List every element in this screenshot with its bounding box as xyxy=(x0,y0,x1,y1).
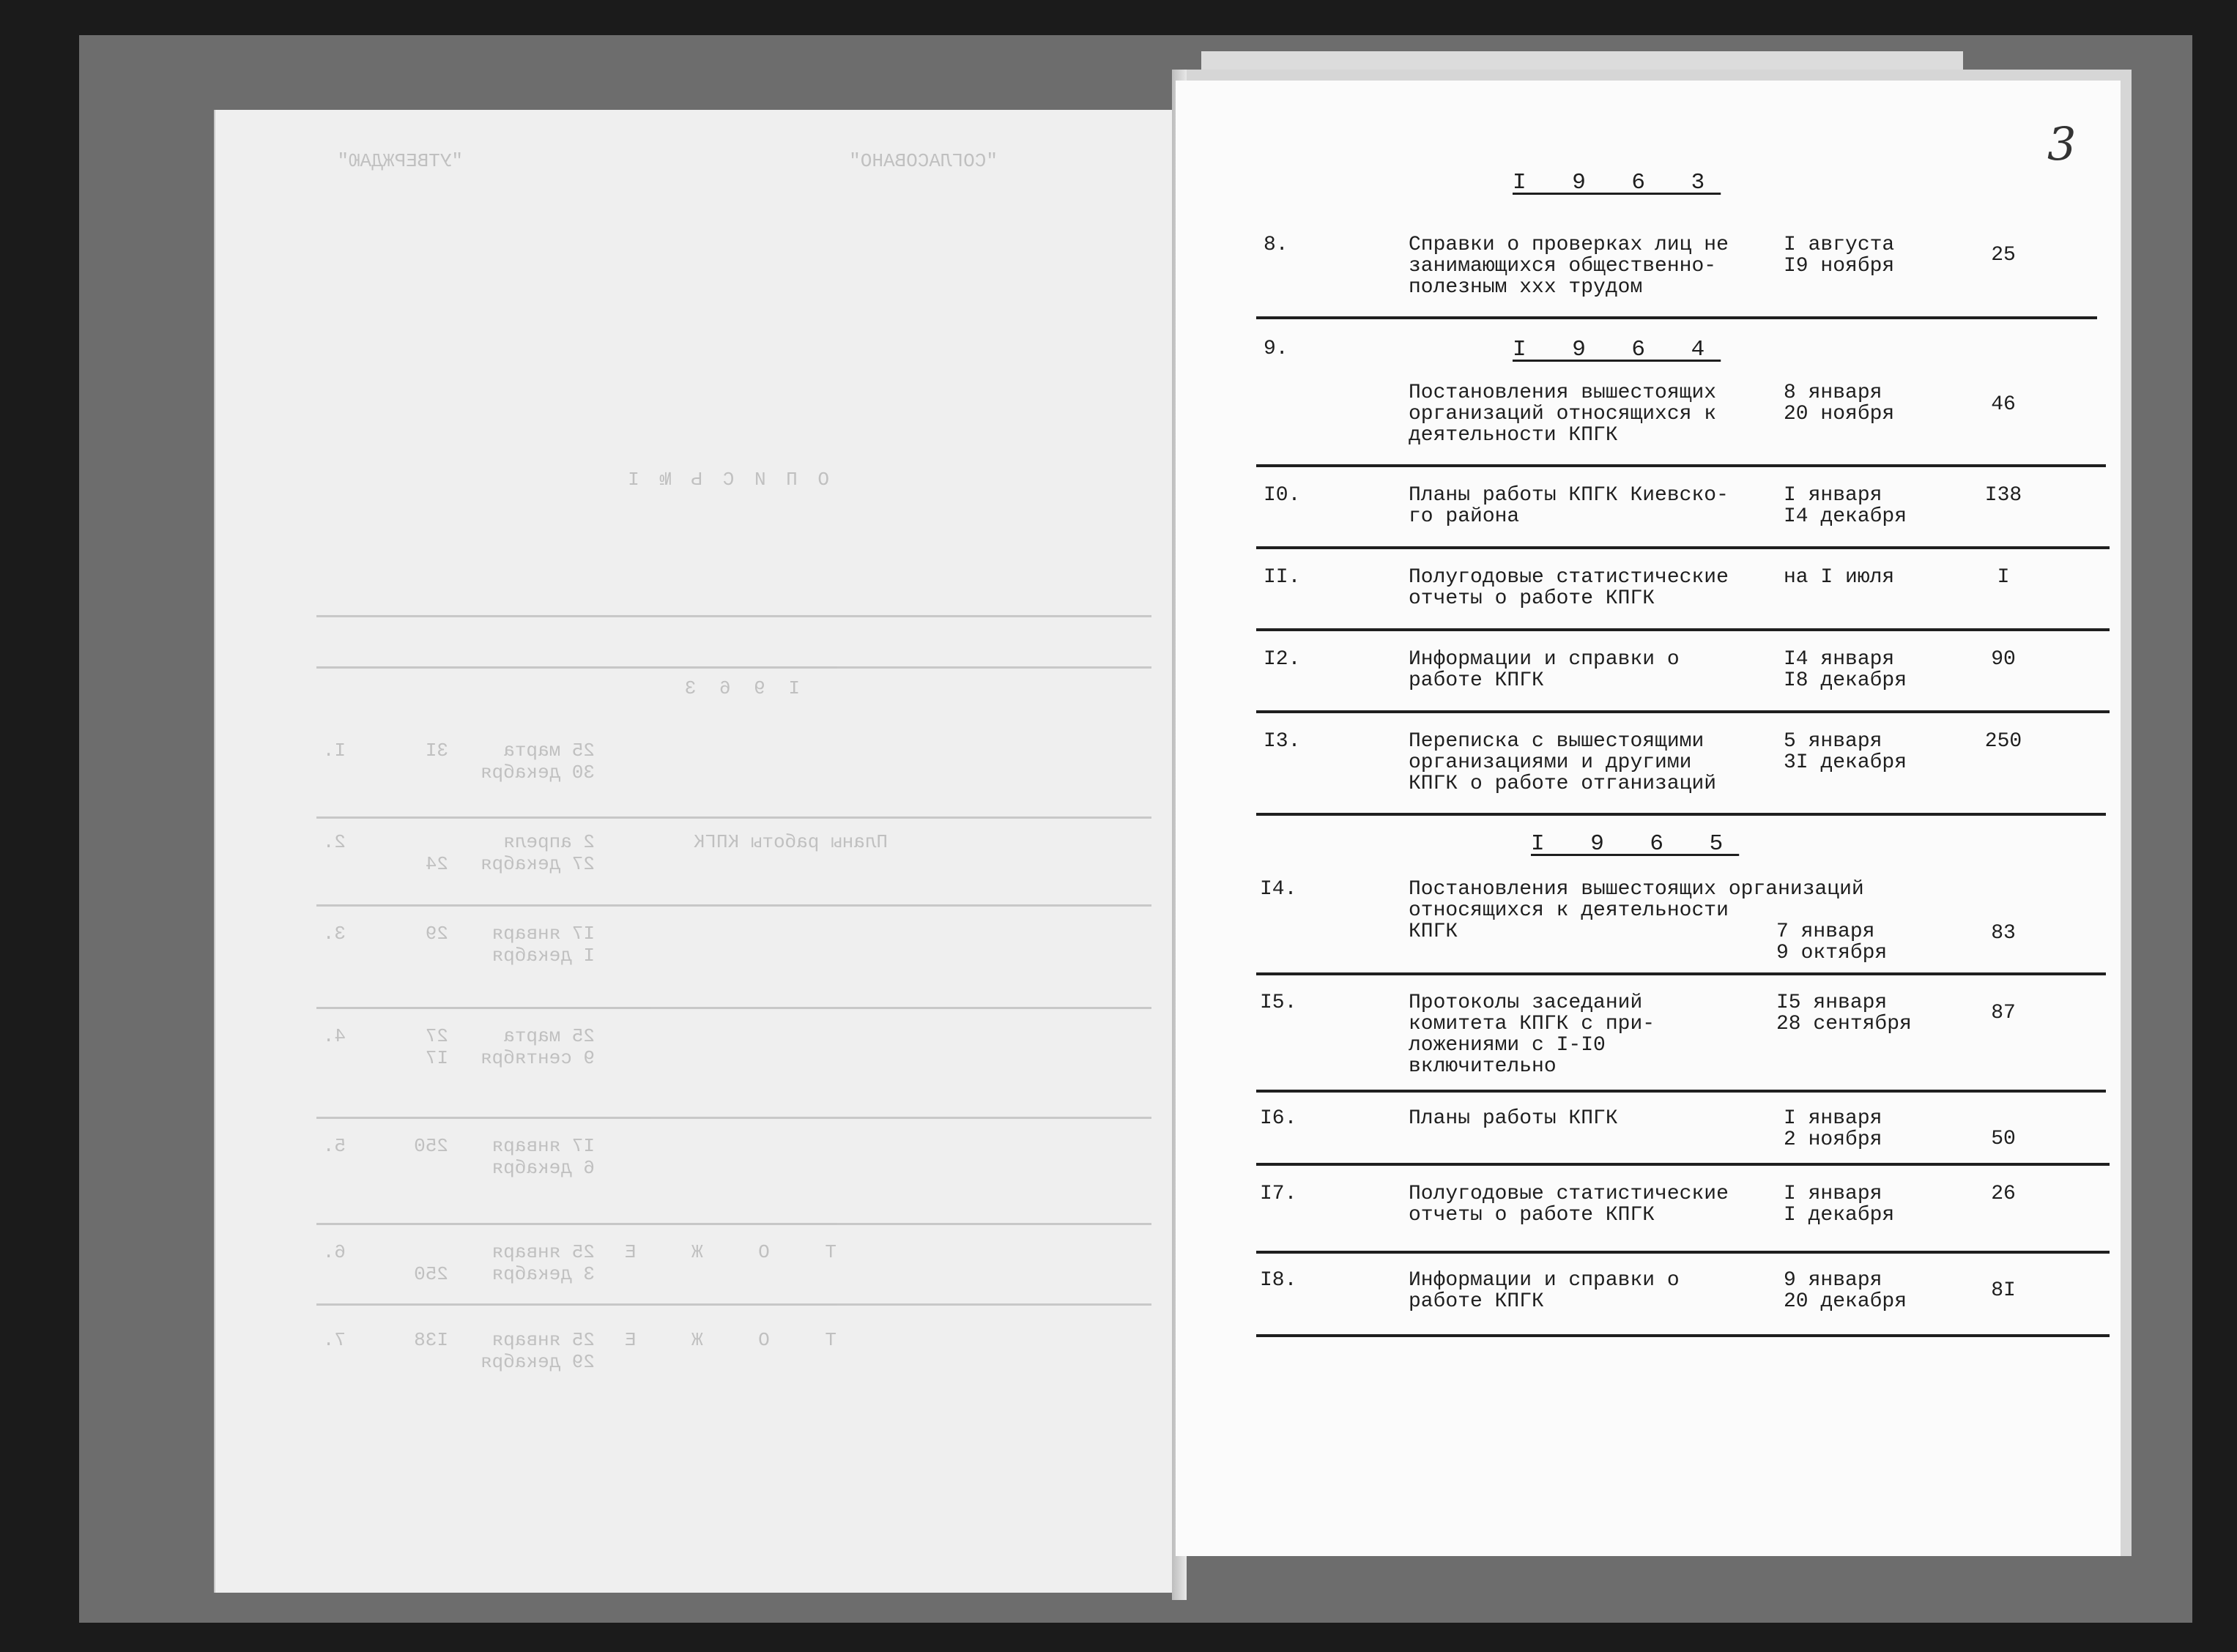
bleed-row-dates: 25 марта 9 сентября xyxy=(480,1025,595,1069)
entry-sheet-count: 50 xyxy=(1991,1128,2016,1150)
right-page xyxy=(1176,81,2121,1556)
bleed-row-sheets: 3I xyxy=(425,740,448,762)
entry-sheet-count: I xyxy=(1997,566,2010,589)
entry-sheet-count: 87 xyxy=(1991,1002,2016,1024)
bleed-row-num: 3. xyxy=(322,923,346,945)
entry-dates: 9 января 20 декабря xyxy=(1784,1269,1907,1313)
bleed-year: I 9 6 3 xyxy=(678,677,800,699)
bleed-row-sheets: 250 xyxy=(414,1135,448,1157)
entry-dates: I5 января 28 сентября xyxy=(1776,991,1912,1035)
bleed-row-sheets: I38 xyxy=(414,1329,448,1351)
entry-dates: 8 января 20 ноября xyxy=(1784,382,1895,425)
row-divider xyxy=(1256,1090,2106,1093)
entry-number: I2. xyxy=(1264,648,1301,671)
entry-sheet-count: 8I xyxy=(1991,1279,2016,1302)
entry-dates: I января I декабря xyxy=(1784,1183,1895,1227)
entry-sheet-count: 26 xyxy=(1991,1183,2016,1205)
row-divider xyxy=(1256,1334,2110,1337)
bleed-row-num: I. xyxy=(322,740,346,762)
year-heading-1964: I 9 6 4 xyxy=(1513,337,1721,362)
year-heading-1965: I 9 6 5 xyxy=(1531,831,1740,857)
bleed-header-right: "СОГЛАСОВАНО" xyxy=(849,150,998,172)
entry-title: Планы работы КПГК xyxy=(1409,1107,1618,1130)
row-divider xyxy=(1256,1163,2110,1166)
bleed-row-title: Т О Ж Е xyxy=(602,1241,836,1263)
row-divider xyxy=(1256,464,2106,467)
bleed-row-num: 4. xyxy=(322,1025,346,1047)
entry-number: I6. xyxy=(1260,1107,1297,1130)
entry-number: I7. xyxy=(1260,1183,1297,1205)
bleed-row-dates: 25 января 29 декабря xyxy=(480,1329,595,1373)
bleed-title: О П И С Ь № I xyxy=(623,469,829,491)
entry-title: Протоколы заседаний комитета КПГК с при- ложениями с I-I0 включительно xyxy=(1409,991,1655,1078)
bleed-through-text xyxy=(214,110,1181,1593)
row-divider xyxy=(1256,628,2110,631)
entry-sheet-count: 46 xyxy=(1991,393,2016,416)
bleed-row-dates: 25 января 3 декабря xyxy=(491,1241,595,1285)
entry-title: Полугодовые статистические отчеты о работе КПГК xyxy=(1409,566,1729,610)
entry-sheet-count: 90 xyxy=(1991,648,2016,671)
bleed-row-title: Т О Ж Е xyxy=(602,1329,836,1351)
entry-number: 9. xyxy=(1264,338,1288,360)
row-divider xyxy=(1256,316,2097,319)
row-divider xyxy=(1256,546,2110,549)
bleed-row-dates: 2 апреля 27 декабря xyxy=(480,831,595,875)
entry-number: I0. xyxy=(1264,484,1301,507)
entry-sheet-count: 25 xyxy=(1991,244,2016,267)
bleed-row-dates: I7 января I декабря xyxy=(491,923,595,967)
entry-title: Информации и справки о работе КПГК xyxy=(1409,1269,1680,1313)
bleed-row-sheets: 29 xyxy=(425,923,448,945)
entry-title: Информации и справки о работе КПГК xyxy=(1409,648,1680,692)
entry-dates: I января I4 декабря xyxy=(1784,484,1907,528)
row-divider xyxy=(1256,710,2110,713)
bleed-row-sheets: 250 xyxy=(414,1263,448,1285)
bleed-row-num: 7. xyxy=(322,1329,346,1351)
row-divider xyxy=(1256,1251,2110,1254)
year-heading-1963: I 9 6 3 xyxy=(1513,170,1721,196)
entry-number: I8. xyxy=(1260,1269,1297,1292)
entry-dates: I4 января I8 декабря xyxy=(1784,648,1907,692)
page-number: 3 xyxy=(2047,117,2077,171)
entry-title: Постановления вышестоящих организаций относящихся к деятельности КПГК xyxy=(1409,382,1717,447)
bleed-row-dates: 25 марта 30 декабря xyxy=(480,740,595,784)
entry-sheet-count: 250 xyxy=(1984,730,2022,753)
bleed-row-num: 5. xyxy=(322,1135,346,1157)
bleed-row-dates: I7 января 6 декабря xyxy=(491,1135,595,1179)
entry-title: Постановления вышестоящих организаций относящихся к деятельности КПГК xyxy=(1409,878,1864,943)
entry-title: Планы работы КПГК Киевско- го района xyxy=(1409,484,1729,528)
entry-title: Полугодовые статистические отчеты о работе КПГК xyxy=(1409,1183,1729,1227)
bleed-row-num: 2. xyxy=(322,831,346,853)
entry-number: I5. xyxy=(1260,991,1297,1014)
bleed-row-num: 6. xyxy=(322,1241,346,1263)
bleed-row-title: Планы работы КПГК xyxy=(693,831,888,853)
entry-number: II. xyxy=(1264,566,1301,589)
entry-number: I4. xyxy=(1260,878,1297,901)
entry-title: Переписка с вышестоящими организациями и другими КПГК о работе отганизаций xyxy=(1409,730,1717,795)
entry-sheet-count: I38 xyxy=(1984,484,2022,507)
entry-dates: I августа I9 ноября xyxy=(1784,234,1895,278)
row-divider xyxy=(1256,972,2106,975)
row-divider xyxy=(1256,813,2106,816)
entry-sheet-count: 83 xyxy=(1991,922,2016,945)
entry-dates: I января 2 ноября xyxy=(1784,1107,1882,1151)
entry-number: 8. xyxy=(1264,234,1288,256)
entry-dates: 5 января 3I декабря xyxy=(1784,730,1907,774)
bleed-row-sheets: 24 xyxy=(425,853,448,875)
entry-title: Справки о проверках лиц не занимающихся общественно- полезным ххх трудом xyxy=(1409,234,1729,299)
entry-number: I3. xyxy=(1264,730,1301,753)
entry-dates: 7 января 9 октября xyxy=(1776,920,1888,964)
entry-dates: на I июля xyxy=(1784,566,1895,589)
left-page xyxy=(214,110,1181,1593)
bleed-row-sheets: 27 I7 xyxy=(425,1025,448,1069)
bleed-header-left: "УТВЕРЖДАЮ" xyxy=(337,150,463,172)
